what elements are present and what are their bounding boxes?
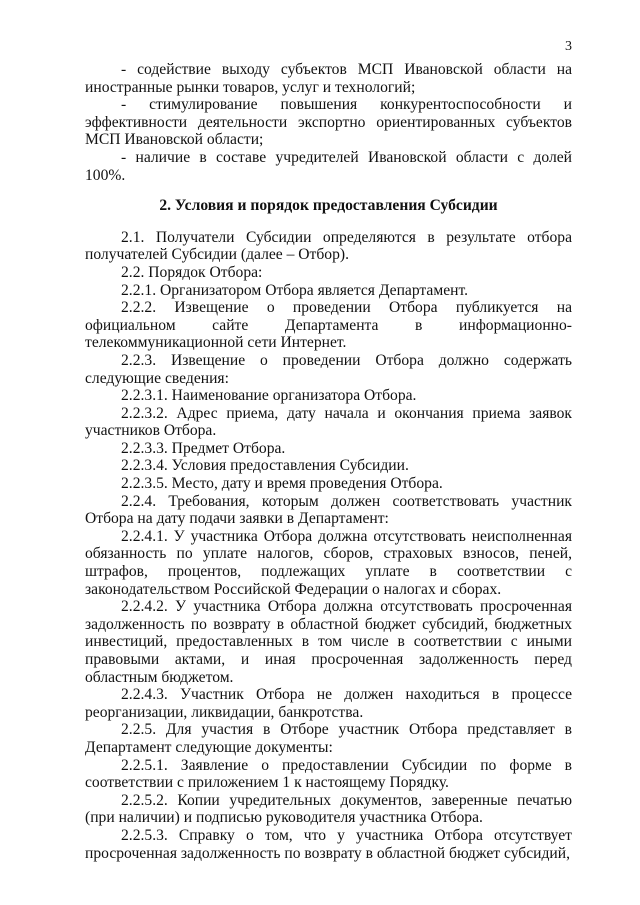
paragraph: 2.2.4.1. У участника Отбора должна отсутствовать неисполненная обязанность по уплате налогов, сборов, страховых взносов, пеней, штрафов, процентов, подлежащих уплате в соответствии с законодательством Российской Федерации о налогах и сборах. — [85, 527, 572, 598]
paragraph: 2.2.3.3. Предмет Отбора. — [121, 439, 286, 457]
paragraph: 2.2.4.2. У участника Отбора должна отсутствовать просроченная задолженность по возврату в областной бюджет субсидий, бюджетных инвестиций, предоставленных в том числе в соответствии с иными правовыми актами, и иная просроченная задолженность перед областным бюджетом. — [85, 598, 572, 686]
paragraph: 2.2.5. Для участия в Отборе участник Отбора представляет в Департамент следующие документы: — [85, 721, 572, 756]
paragraph: 2.2.3.4. Условия предоставления Субсидии. — [121, 457, 409, 475]
section-heading: 2. Условия и порядок предоставления Субсидии — [159, 197, 498, 215]
paragraph: 2.2.1. Организатором Отбора является Департамент. — [121, 281, 469, 299]
paragraph: - содействие выходу субъектов МСП Ивановской области на иностранные рынки товаров, услуг и технологий; — [85, 61, 572, 96]
paragraph: 2.2.5.3. Справку о том, что у участника Отбора отсутствует просроченная задолженность по возврату в областной бюджет субсидий, — [85, 826, 572, 862]
paragraph: 2.2.4.3. Участник Отбора не должен находиться в процессе реорганизации, ликвидации, банкротства. — [85, 686, 572, 721]
paragraph: 2.2.4. Требования, которым должен соответствовать участник Отбора на дату подачи заявки в Департамент: — [85, 492, 572, 528]
paragraph: 2.2.3.1. Наименование организатора Отбора. — [121, 387, 417, 405]
paragraph: 2.2. Порядок Отбора: — [121, 263, 263, 281]
paragraph: 2.2.5.2. Копии учредительных документов, заверенные печатью (при наличии) и подписью руководителя участника Отбора. — [85, 791, 572, 827]
paragraph: - стимулирование повышения конкурентоспособности и эффективности деятельности экспортно ориентированных субъектов МСП Ивановской области; — [85, 96, 572, 149]
paragraph: 2.2.5.1. Заявление о предоставлении Субсидии по форме в соответствии с приложением 1 к настоящему Порядку. — [85, 756, 572, 792]
paragraph: 2.2.3. Извещение о проведении Отбора должно содержать следующие сведения: — [85, 351, 572, 387]
paragraph: 2.1. Получатели Субсидии определяются в результате отбора получателей Субсидии (далее – Отбор). — [85, 228, 572, 264]
document-body — [85, 61, 572, 862]
paragraph: - наличие в составе учредителей Ивановской области с долей 100%. — [85, 148, 572, 184]
paragraph: 2.2.3.5. Место, дату и время проведения Отбора. — [121, 475, 443, 493]
paragraph: 2.2.3.2. Адрес приема, дату начала и окончания приема заявок участников Отбора. — [85, 404, 572, 440]
paragraph: 2.2.2. Извещение о проведении Отбора публикуется на официальном сайте Департамента в информационно-телекоммуникационной сети Интернет. — [85, 299, 572, 352]
page-number: 3 — [565, 39, 572, 54]
